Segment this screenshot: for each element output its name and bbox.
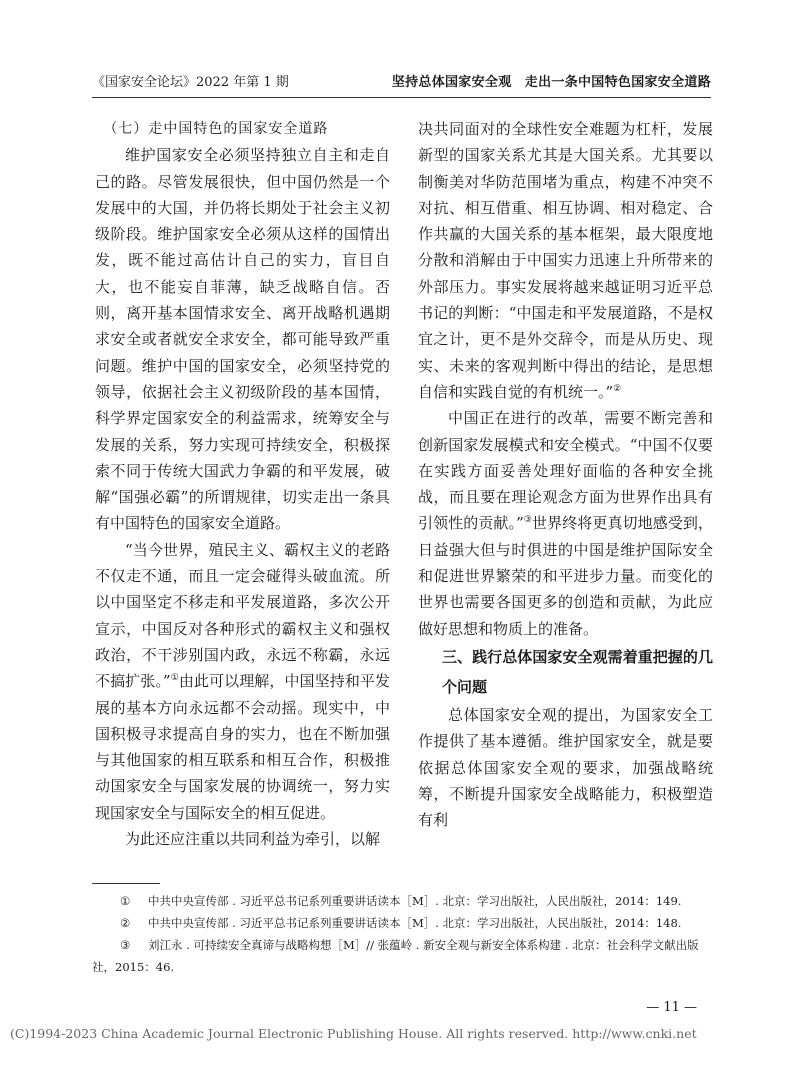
footnote xyxy=(92,934,711,978)
footnotes xyxy=(92,890,711,978)
section-title: 三、践行总体国家安全观需着重把握的几个问题 xyxy=(442,647,713,696)
footnote-text: 刘江永 . 可持续安全真谛与战略构想［M］// 张蕴岭 . 新安全观与新安全体系构建 . 北京：社会科学文献出版社，2015：46. xyxy=(92,938,699,974)
footnote xyxy=(92,890,711,912)
paragraph-text: 决共同面对的全球性安全难题为杠杆，发展新型的国家关系尤其是大国关系。尤其要以制衡美对华防范围堵为重点，构建不冲突不对抗、相互借重、相互协调、相对稳定、合作共赢的大国关系的基本框架，最大限度地分散和消解由于中国实力迅速上升所带来的外部压力。事实发展将越来越证明习近平总书记的判断：“中国走和平发展道路，不是权宜之计，更不是外交辞令，而是从历史、现实、未来的客观判断中得出的结论，是思想自信和实践自觉的有机统一。” xyxy=(418,120,713,401)
subheading: （七）走中国特色的国家安全道路 xyxy=(103,121,329,137)
footnote-number: ③ xyxy=(120,938,131,952)
paragraph: 总体国家安全观的提出，为国家安全工作提供了基本遵循。维护国家安全，就是要依据总体国家安全观的要求，加强战略统筹，不断提升国家安全战略能力，积极塑造有利 xyxy=(418,705,713,830)
footnote-ref[interactable]: ① xyxy=(170,673,179,684)
copyright-notice: (C)1994-2023 China Academic Journal Electronic Publishing House. All rights reserved. http://www.cnki.net xyxy=(10,1026,697,1041)
footnote-text: 中共中央宣传部 . 习近平总书记系列重要讲话读本［M］. 北京：学习出版社，人民出版社，2014：148. xyxy=(148,916,682,930)
paragraph: 维护国家安全必须坚持独立自主和走自己的路。尽管发展很快，但中国仍然是一个发展中的大国，并仍将长期处于社会主义初级阶段。维护国家安全必须从这样的国情出发，既不能过高估计自己的实力，盲目自大，也不能妄自菲薄，缺乏战略自信。否则，离开基本国情求安全、离开战略机遇期求安全或者就安全求安全，都可能导致严重问题。维护中国的国家安全，必须坚持党的领导，依据社会主义初级阶段的基本国情，科学界定国家安全的利益需求，统筹安全与发展的关系，努力实现可持续安全，积极探索不同于传统大国武力争霸的和平发展，破解“国强必霸”的所谓规律，切实走出一条具有中国特色的国家安全道路。 xyxy=(95,146,390,533)
header-rule xyxy=(92,97,711,98)
running-header xyxy=(92,72,711,94)
footnote-ref[interactable]: ② xyxy=(613,383,622,394)
footnote-text: 中共中央宣传部 . 习近平总书记系列重要讲话读本［M］. 北京：学习出版社，人民出版社，2014：149. xyxy=(148,894,682,908)
footnote-number: ② xyxy=(120,916,131,930)
article-title: 坚持总体国家安全观 走出一条中国特色国家安全道路 xyxy=(391,75,711,90)
paragraph xyxy=(95,537,390,826)
paragraph-text: 世界终将更真切地感受到，日益强大但与时俱进的中国是维护国际安全和促进世界繁荣的和平进步力量。而变化的世界也需要各国更多的创造和贡献，为此应做好思想和物质上的准备。 xyxy=(418,514,713,638)
page-number: — 11 — xyxy=(646,1000,697,1015)
footnote-number: ① xyxy=(120,894,131,908)
paragraph-text: “当今世界，殖民主义、霸权主义的老路不仅走不通，而且一定会碰得头破血流。所以中国坚定不移走和平发展道路，多次公开宣示，中国反对各种形式的霸权主义和强权政治，不干涉别国内政，永远不称霸，永远不搞扩张。” xyxy=(95,540,390,691)
footnote-ref[interactable]: ③ xyxy=(523,515,533,526)
footnote-rule xyxy=(92,883,160,884)
left-column xyxy=(95,116,390,852)
paragraph-text: 中国正在进行的改革，需要不断完善和创新国家发展模式和安全模式。“中国不仅要在实践方面妥善处理好面临的各种安全挑战，而且要在理论观念方面为世界作出具有引领性的贡献。” xyxy=(418,409,713,533)
paragraph xyxy=(418,405,713,642)
paragraph: 为此还应注重以共同利益为牵引，以解 xyxy=(125,830,381,849)
journal-name: 《国家安全论坛》2022 年第 1 期 xyxy=(92,75,289,90)
paragraph-text: 由此可以理解，中国坚持和平发展的基本方向永远都不会动摇。现实中，中国积极寻求提高自身的实力，也在不断加强与其他国家的相互联系和相互合作，积极推动国家安全与国家发展的协调统一，努力实现国家安全与国际安全的相互促进。 xyxy=(95,672,390,822)
footnote xyxy=(92,912,711,934)
paragraph xyxy=(418,116,713,405)
right-column xyxy=(418,116,713,833)
